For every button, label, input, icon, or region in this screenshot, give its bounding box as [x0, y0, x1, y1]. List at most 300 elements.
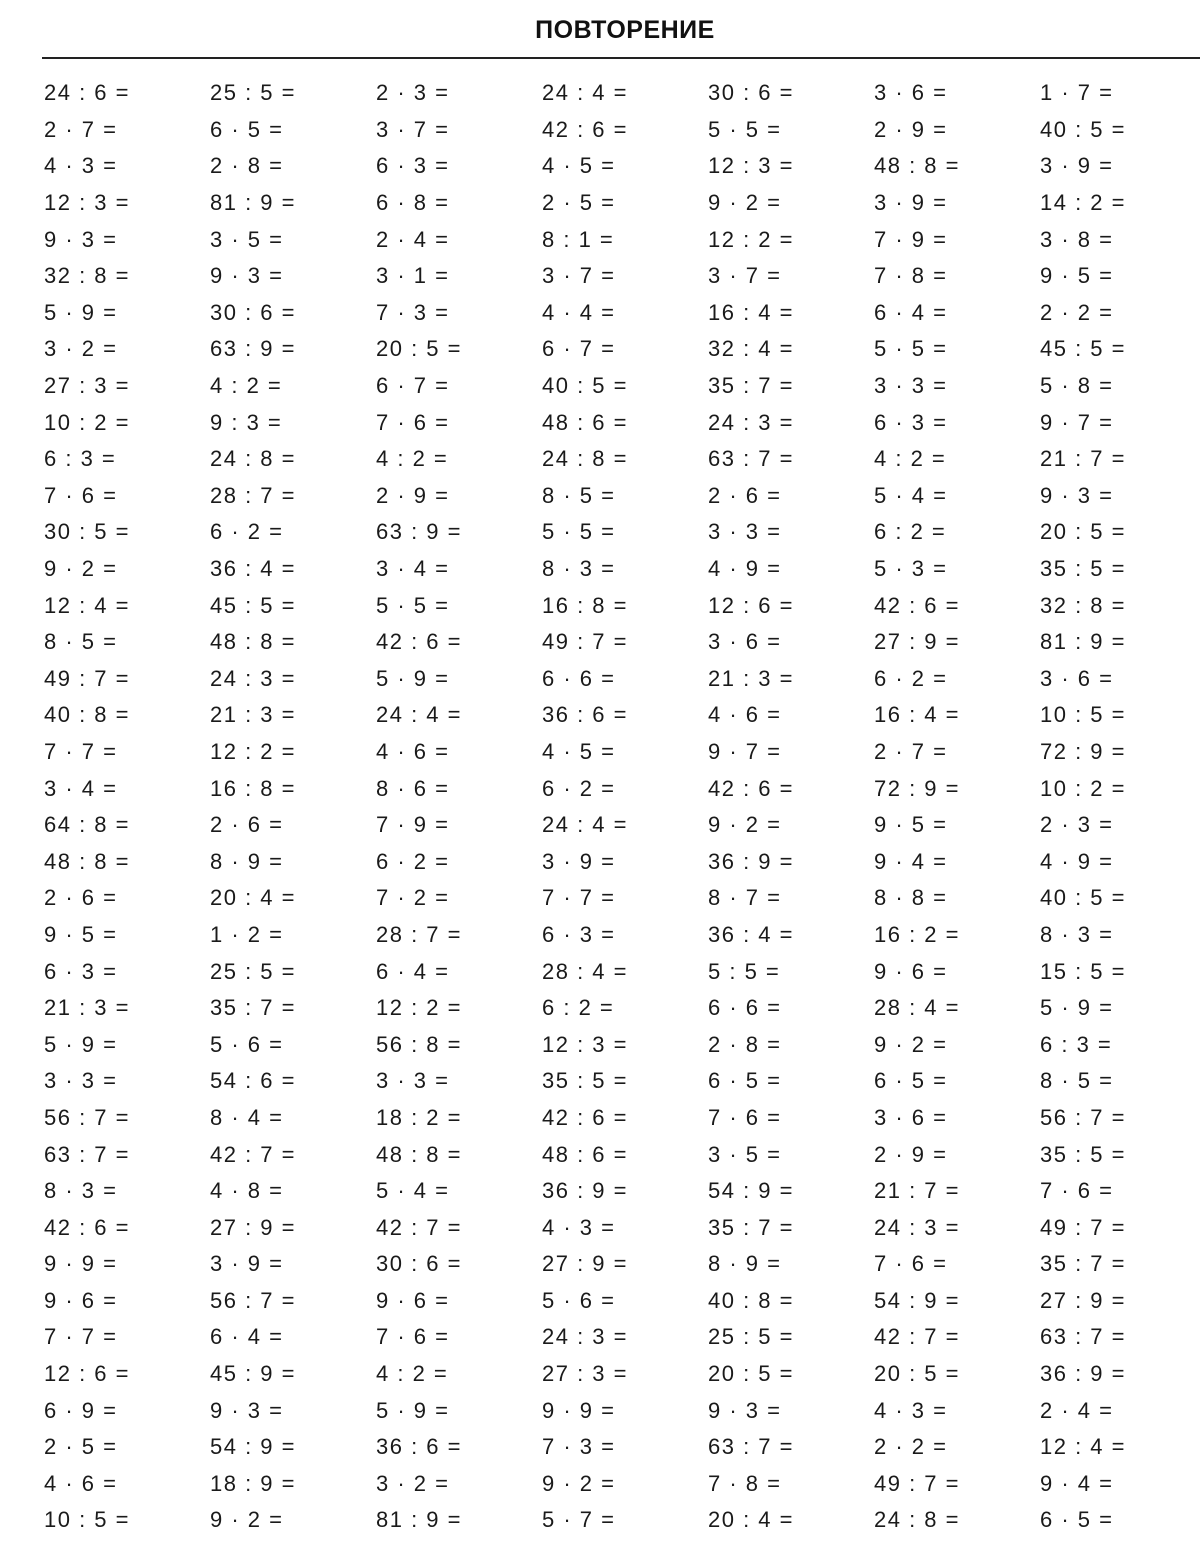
- exercise-item: 12 : 4 =: [1040, 1434, 1127, 1460]
- exercise-item: 20 : 5 =: [874, 1361, 961, 1387]
- exercise-item: 12 : 2 =: [376, 995, 463, 1021]
- exercise-item: 9 · 3 =: [210, 1397, 284, 1423]
- exercise-item: 63 : 9 =: [210, 336, 297, 362]
- exercise-item: 7 · 6 =: [376, 409, 450, 435]
- exercise-item: 30 : 6 =: [708, 80, 795, 106]
- exercise-item: 27 : 3 =: [542, 1361, 629, 1387]
- exercise-item: 35 : 7 =: [708, 373, 795, 399]
- exercise-item: 6 · 8 =: [376, 190, 450, 216]
- exercise-item: 35 : 5 =: [542, 1068, 629, 1094]
- exercise-item: 5 · 9 =: [1040, 995, 1114, 1021]
- exercise-item: 3 · 7 =: [376, 116, 450, 142]
- exercise-row: [44, 697, 1200, 734]
- exercise-item: 72 : 9 =: [874, 775, 961, 801]
- exercise-item: 24 : 3 =: [708, 409, 795, 435]
- exercise-item: 12 : 6 =: [44, 1361, 131, 1387]
- exercise-item: 48 : 8 =: [874, 153, 961, 179]
- exercise-item: 3 · 3 =: [708, 519, 782, 545]
- exercise-item: 9 · 3 =: [210, 263, 284, 289]
- exercise-item: 48 : 8 =: [210, 629, 297, 655]
- exercise-item: 81 : 9 =: [376, 1507, 463, 1533]
- exercise-item: 9 · 6 =: [874, 958, 948, 984]
- exercise-item: 40 : 8 =: [44, 702, 131, 728]
- exercise-item: 20 : 5 =: [1040, 519, 1127, 545]
- exercise-row: [44, 112, 1200, 149]
- exercise-item: 6 · 3 =: [376, 153, 450, 179]
- title-divider: [42, 57, 1200, 59]
- exercise-item: 5 : 5 =: [708, 958, 781, 984]
- exercise-item: 8 : 1 =: [542, 226, 615, 252]
- exercise-item: 5 · 5 =: [708, 116, 782, 142]
- exercise-item: 24 : 8 =: [542, 446, 629, 472]
- exercise-item: 9 · 2 =: [708, 190, 782, 216]
- exercise-item: 2 · 8 =: [210, 153, 284, 179]
- exercise-item: 20 : 5 =: [376, 336, 463, 362]
- exercise-item: 10 : 2 =: [44, 409, 131, 435]
- exercise-item: 5 · 7 =: [542, 1507, 616, 1533]
- exercise-item: 21 : 7 =: [1040, 446, 1127, 472]
- exercise-item: 4 · 5 =: [542, 153, 616, 179]
- exercise-item: 42 : 6 =: [376, 629, 463, 655]
- exercise-item: 6 : 3 =: [44, 446, 117, 472]
- exercise-item: 4 · 9 =: [708, 556, 782, 582]
- exercise-item: 35 : 7 =: [210, 995, 297, 1021]
- exercise-item: 5 · 9 =: [376, 665, 450, 691]
- exercise-item: 49 : 7 =: [542, 629, 629, 655]
- exercise-grid: [44, 75, 1200, 1539]
- exercise-item: 42 : 6 =: [874, 592, 961, 618]
- exercise-item: 2 · 6 =: [44, 885, 118, 911]
- exercise-item: 3 · 3 =: [376, 1068, 450, 1094]
- exercise-item: 3 · 6 =: [874, 1104, 948, 1130]
- exercise-row: [44, 1429, 1200, 1466]
- exercise-item: 7 · 8 =: [874, 263, 948, 289]
- exercise-item: 3 · 5 =: [708, 1141, 782, 1167]
- exercise-item: 8 · 3 =: [542, 556, 616, 582]
- exercise-item: 7 · 3 =: [542, 1434, 616, 1460]
- exercise-item: 8 · 8 =: [874, 885, 948, 911]
- exercise-row: [44, 1356, 1200, 1393]
- exercise-item: 28 : 7 =: [210, 482, 297, 508]
- exercise-item: 7 · 2 =: [376, 885, 450, 911]
- exercise-item: 56 : 7 =: [210, 1287, 297, 1313]
- exercise-item: 16 : 4 =: [708, 299, 795, 325]
- exercise-item: 5 · 6 =: [210, 1031, 284, 1057]
- exercise-item: 6 : 3 =: [1040, 1031, 1113, 1057]
- exercise-item: 6 · 2 =: [874, 665, 948, 691]
- exercise-item: 9 · 2 =: [210, 1507, 284, 1533]
- exercise-item: 3 · 3 =: [44, 1068, 118, 1094]
- exercise-item: 35 : 5 =: [1040, 556, 1127, 582]
- exercise-item: 54 : 6 =: [210, 1068, 297, 1094]
- exercise-item: 12 : 2 =: [210, 738, 297, 764]
- exercise-row: [44, 185, 1200, 222]
- exercise-item: 16 : 8 =: [542, 592, 629, 618]
- exercise-item: 63 : 7 =: [44, 1141, 131, 1167]
- exercise-item: 6 · 4 =: [210, 1324, 284, 1350]
- exercise-item: 2 · 3 =: [1040, 812, 1114, 838]
- exercise-row: [44, 843, 1200, 880]
- exercise-item: 24 : 8 =: [210, 446, 297, 472]
- exercise-item: 49 : 7 =: [1040, 1214, 1127, 1240]
- exercise-item: 7 · 6 =: [1040, 1178, 1114, 1204]
- exercise-item: 10 : 2 =: [1040, 775, 1127, 801]
- exercise-item: 4 · 5 =: [542, 738, 616, 764]
- exercise-item: 8 · 3 =: [44, 1178, 118, 1204]
- exercise-item: 9 : 3 =: [210, 409, 283, 435]
- exercise-row: [44, 1100, 1200, 1137]
- exercise-item: 63 : 9 =: [376, 519, 463, 545]
- exercise-row: [44, 404, 1200, 441]
- exercise-item: 12 : 3 =: [708, 153, 795, 179]
- exercise-item: 4 · 9 =: [1040, 848, 1114, 874]
- exercise-item: 27 : 3 =: [44, 373, 131, 399]
- exercise-row: [44, 1173, 1200, 1210]
- exercise-item: 25 : 5 =: [210, 958, 297, 984]
- exercise-item: 25 : 5 =: [210, 80, 297, 106]
- exercise-item: 8 · 9 =: [210, 848, 284, 874]
- exercise-item: 9 · 5 =: [874, 812, 948, 838]
- exercise-row: [44, 661, 1200, 698]
- exercise-item: 3 · 4 =: [376, 556, 450, 582]
- exercise-item: 5 · 5 =: [874, 336, 948, 362]
- exercise-item: 8 · 5 =: [44, 629, 118, 655]
- exercise-row: [44, 770, 1200, 807]
- exercise-item: 20 : 4 =: [210, 885, 297, 911]
- exercise-item: 36 : 9 =: [1040, 1361, 1127, 1387]
- exercise-item: 63 : 7 =: [1040, 1324, 1127, 1350]
- exercise-item: 63 : 7 =: [708, 446, 795, 472]
- exercise-item: 7 · 7 =: [44, 738, 118, 764]
- exercise-item: 2 · 4 =: [376, 226, 450, 252]
- exercise-item: 9 · 4 =: [874, 848, 948, 874]
- exercise-item: 56 : 8 =: [376, 1031, 463, 1057]
- exercise-item: 2 · 9 =: [874, 1141, 948, 1167]
- exercise-item: 36 : 6 =: [542, 702, 629, 728]
- exercise-item: 25 : 5 =: [708, 1324, 795, 1350]
- page-title: ПОВТОРЕНИЕ: [535, 16, 715, 44]
- exercise-item: 30 : 5 =: [44, 519, 131, 545]
- exercise-item: 4 · 3 =: [874, 1397, 948, 1423]
- exercise-item: 4 · 3 =: [542, 1214, 616, 1240]
- exercise-row: [44, 990, 1200, 1027]
- exercise-item: 9 · 3 =: [44, 226, 118, 252]
- exercise-item: 9 · 6 =: [376, 1287, 450, 1313]
- exercise-item: 3 · 6 =: [874, 80, 948, 106]
- exercise-item: 35 : 5 =: [1040, 1141, 1127, 1167]
- exercise-item: 27 : 9 =: [874, 629, 961, 655]
- exercise-item: 81 : 9 =: [1040, 629, 1127, 655]
- exercise-item: 4 · 8 =: [210, 1178, 284, 1204]
- exercise-item: 4 · 6 =: [376, 738, 450, 764]
- exercise-item: 6 · 7 =: [542, 336, 616, 362]
- exercise-item: 42 : 6 =: [542, 1104, 629, 1130]
- exercise-item: 24 : 8 =: [874, 1507, 961, 1533]
- exercise-row: [44, 1392, 1200, 1429]
- exercise-item: 6 · 5 =: [1040, 1507, 1114, 1533]
- exercise-item: 42 : 6 =: [542, 116, 629, 142]
- exercise-row: [44, 1026, 1200, 1063]
- exercise-item: 9 · 5 =: [1040, 263, 1114, 289]
- exercise-row: [44, 551, 1200, 588]
- exercise-item: 42 : 6 =: [708, 775, 795, 801]
- exercise-item: 5 · 9 =: [44, 1031, 118, 1057]
- exercise-item: 6 · 6 =: [708, 995, 782, 1021]
- exercise-item: 45 : 5 =: [1040, 336, 1127, 362]
- exercise-row: [44, 514, 1200, 551]
- exercise-item: 8 · 3 =: [1040, 921, 1114, 947]
- exercise-item: 9 · 2 =: [44, 556, 118, 582]
- exercise-item: 42 : 7 =: [874, 1324, 961, 1350]
- exercise-item: 48 : 6 =: [542, 1141, 629, 1167]
- exercise-item: 2 · 8 =: [708, 1031, 782, 1057]
- exercise-item: 9 · 2 =: [708, 812, 782, 838]
- exercise-row: [44, 331, 1200, 368]
- exercise-item: 6 · 5 =: [874, 1068, 948, 1094]
- exercise-item: 28 : 4 =: [542, 958, 629, 984]
- exercise-row: [44, 587, 1200, 624]
- exercise-item: 6 : 2 =: [542, 995, 615, 1021]
- exercise-item: 9 · 2 =: [542, 1470, 616, 1496]
- exercise-item: 40 : 5 =: [1040, 885, 1127, 911]
- exercise-item: 6 · 5 =: [210, 116, 284, 142]
- exercise-item: 5 · 9 =: [376, 1397, 450, 1423]
- exercise-row: [44, 1209, 1200, 1246]
- exercise-item: 24 : 4 =: [376, 702, 463, 728]
- exercise-item: 9 · 6 =: [44, 1287, 118, 1313]
- exercise-row: [44, 880, 1200, 917]
- exercise-row: [44, 221, 1200, 258]
- exercise-item: 2 · 4 =: [1040, 1397, 1114, 1423]
- exercise-item: 5 · 4 =: [376, 1178, 450, 1204]
- exercise-item: 3 · 9 =: [874, 190, 948, 216]
- exercise-item: 2 · 9 =: [376, 482, 450, 508]
- exercise-item: 9 · 4 =: [1040, 1470, 1114, 1496]
- exercise-item: 36 : 4 =: [210, 556, 297, 582]
- exercise-item: 24 : 3 =: [210, 665, 297, 691]
- exercise-item: 5 · 8 =: [1040, 373, 1114, 399]
- exercise-row: [44, 734, 1200, 771]
- exercise-item: 24 : 3 =: [874, 1214, 961, 1240]
- exercise-item: 8 · 5 =: [542, 482, 616, 508]
- exercise-item: 36 : 9 =: [708, 848, 795, 874]
- exercise-item: 6 · 2 =: [542, 775, 616, 801]
- exercise-item: 7 · 8 =: [708, 1470, 782, 1496]
- exercise-row: [44, 75, 1200, 112]
- exercise-item: 40 : 5 =: [542, 373, 629, 399]
- exercise-item: 9 · 3 =: [708, 1397, 782, 1423]
- exercise-item: 24 : 3 =: [542, 1324, 629, 1350]
- exercise-row: [44, 1319, 1200, 1356]
- exercise-item: 5 · 5 =: [542, 519, 616, 545]
- exercise-item: 6 · 7 =: [376, 373, 450, 399]
- exercise-item: 3 · 9 =: [210, 1251, 284, 1277]
- exercise-item: 30 : 6 =: [210, 299, 297, 325]
- exercise-item: 3 · 9 =: [1040, 153, 1114, 179]
- exercise-item: 6 · 4 =: [376, 958, 450, 984]
- exercise-item: 4 : 2 =: [874, 446, 947, 472]
- exercise-item: 8 · 9 =: [708, 1251, 782, 1277]
- exercise-item: 7 · 7 =: [542, 885, 616, 911]
- exercise-item: 3 · 8 =: [1040, 226, 1114, 252]
- exercise-item: 36 : 4 =: [708, 921, 795, 947]
- exercise-item: 27 : 9 =: [542, 1251, 629, 1277]
- exercise-item: 20 : 5 =: [708, 1361, 795, 1387]
- exercise-item: 2 · 2 =: [1040, 299, 1114, 325]
- exercise-item: 4 · 4 =: [542, 299, 616, 325]
- exercise-item: 12 : 3 =: [542, 1031, 629, 1057]
- exercise-item: 56 : 7 =: [1040, 1104, 1127, 1130]
- exercise-item: 12 : 2 =: [708, 226, 795, 252]
- exercise-item: 30 : 6 =: [376, 1251, 463, 1277]
- exercise-item: 3 · 7 =: [708, 263, 782, 289]
- exercise-item: 24 : 4 =: [542, 812, 629, 838]
- exercise-item: 7 · 6 =: [708, 1104, 782, 1130]
- exercise-item: 1 · 2 =: [210, 921, 284, 947]
- exercise-item: 4 · 6 =: [708, 702, 782, 728]
- exercise-item: 6 · 4 =: [874, 299, 948, 325]
- exercise-item: 9 · 7 =: [1040, 409, 1114, 435]
- exercise-item: 45 : 9 =: [210, 1361, 297, 1387]
- exercise-item: 9 · 9 =: [542, 1397, 616, 1423]
- exercise-item: 32 : 4 =: [708, 336, 795, 362]
- exercise-item: 6 · 3 =: [44, 958, 118, 984]
- exercise-item: 5 · 6 =: [542, 1287, 616, 1313]
- exercise-item: 7 · 6 =: [44, 482, 118, 508]
- exercise-item: 49 : 7 =: [874, 1470, 961, 1496]
- exercise-item: 2 · 5 =: [542, 190, 616, 216]
- exercise-item: 20 : 4 =: [708, 1507, 795, 1533]
- exercise-row: [44, 441, 1200, 478]
- exercise-item: 6 · 2 =: [376, 848, 450, 874]
- exercise-item: 45 : 5 =: [210, 592, 297, 618]
- exercise-item: 24 : 4 =: [542, 80, 629, 106]
- exercise-item: 32 : 8 =: [1040, 592, 1127, 618]
- exercise-item: 7 · 9 =: [376, 812, 450, 838]
- exercise-item: 8 · 7 =: [708, 885, 782, 911]
- exercise-row: [44, 1136, 1200, 1173]
- exercise-item: 9 · 9 =: [44, 1251, 118, 1277]
- exercise-item: 12 : 3 =: [44, 190, 131, 216]
- exercise-item: 8 · 4 =: [210, 1104, 284, 1130]
- exercise-item: 14 : 2 =: [1040, 190, 1127, 216]
- exercise-item: 3 · 6 =: [708, 629, 782, 655]
- exercise-row: [44, 624, 1200, 661]
- exercise-item: 7 · 6 =: [874, 1251, 948, 1277]
- exercise-row: [44, 917, 1200, 954]
- exercise-item: 81 : 9 =: [210, 190, 297, 216]
- exercise-item: 12 : 6 =: [708, 592, 795, 618]
- exercise-row: [44, 295, 1200, 332]
- exercise-item: 54 : 9 =: [708, 1178, 795, 1204]
- exercise-item: 8 · 6 =: [376, 775, 450, 801]
- exercise-item: 3 · 2 =: [376, 1470, 450, 1496]
- exercise-item: 2 · 7 =: [874, 738, 948, 764]
- exercise-item: 3 · 7 =: [542, 263, 616, 289]
- exercise-item: 21 : 3 =: [44, 995, 131, 1021]
- exercise-item: 3 · 1 =: [376, 263, 450, 289]
- exercise-row: [44, 478, 1200, 515]
- exercise-item: 6 · 3 =: [542, 921, 616, 947]
- exercise-item: 10 : 5 =: [44, 1507, 131, 1533]
- exercise-row: [44, 1283, 1200, 1320]
- exercise-item: 6 · 2 =: [210, 519, 284, 545]
- exercise-item: 8 · 5 =: [1040, 1068, 1114, 1094]
- exercise-item: 72 : 9 =: [1040, 738, 1127, 764]
- exercise-item: 3 · 5 =: [210, 226, 284, 252]
- exercise-item: 16 : 8 =: [210, 775, 297, 801]
- exercise-item: 2 · 5 =: [44, 1434, 118, 1460]
- exercise-item: 42 : 7 =: [210, 1141, 297, 1167]
- exercise-item: 2 · 9 =: [874, 116, 948, 142]
- exercise-item: 21 : 3 =: [210, 702, 297, 728]
- exercise-item: 16 : 4 =: [874, 702, 961, 728]
- exercise-row: [44, 1246, 1200, 1283]
- exercise-item: 2 · 6 =: [210, 812, 284, 838]
- exercise-item: 4 · 6 =: [44, 1470, 118, 1496]
- exercise-row: [44, 258, 1200, 295]
- exercise-item: 2 · 2 =: [874, 1434, 948, 1460]
- exercise-row: [44, 368, 1200, 405]
- exercise-item: 32 : 8 =: [44, 263, 131, 289]
- exercise-item: 5 · 9 =: [44, 299, 118, 325]
- exercise-item: 48 : 6 =: [542, 409, 629, 435]
- exercise-item: 5 · 4 =: [874, 482, 948, 508]
- exercise-row: [44, 1063, 1200, 1100]
- exercise-item: 27 : 9 =: [1040, 1287, 1127, 1313]
- exercise-item: 42 : 6 =: [44, 1214, 131, 1240]
- exercise-item: 64 : 8 =: [44, 812, 131, 838]
- exercise-item: 4 · 3 =: [44, 153, 118, 179]
- exercise-item: 40 : 5 =: [1040, 116, 1127, 142]
- exercise-item: 18 : 2 =: [376, 1104, 463, 1130]
- exercise-item: 7 · 6 =: [376, 1324, 450, 1350]
- exercise-row: [44, 1502, 1200, 1539]
- exercise-item: 24 : 6 =: [44, 80, 131, 106]
- exercise-row: [44, 953, 1200, 990]
- exercise-item: 27 : 9 =: [210, 1214, 297, 1240]
- exercise-item: 7 · 3 =: [376, 299, 450, 325]
- exercise-item: 6 : 2 =: [874, 519, 947, 545]
- exercise-item: 4 : 2 =: [376, 1361, 449, 1387]
- exercise-item: 6 · 3 =: [874, 409, 948, 435]
- exercise-item: 35 : 7 =: [708, 1214, 795, 1240]
- exercise-item: 1 · 7 =: [1040, 80, 1114, 106]
- exercise-item: 10 : 5 =: [1040, 702, 1127, 728]
- exercise-item: 3 · 4 =: [44, 775, 118, 801]
- exercise-item: 15 : 5 =: [1040, 958, 1127, 984]
- exercise-item: 4 : 2 =: [376, 446, 449, 472]
- exercise-item: 9 · 5 =: [44, 921, 118, 947]
- exercise-item: 7 · 7 =: [44, 1324, 118, 1350]
- exercise-item: 16 : 2 =: [874, 921, 961, 947]
- exercise-item: 9 · 2 =: [874, 1031, 948, 1057]
- exercise-item: 49 : 7 =: [44, 665, 131, 691]
- exercise-item: 48 : 8 =: [44, 848, 131, 874]
- exercise-item: 3 · 9 =: [542, 848, 616, 874]
- exercise-item: 36 : 9 =: [542, 1178, 629, 1204]
- exercise-item: 18 : 9 =: [210, 1470, 297, 1496]
- exercise-row: [44, 807, 1200, 844]
- exercise-item: 48 : 8 =: [376, 1141, 463, 1167]
- exercise-item: 2 · 6 =: [708, 482, 782, 508]
- exercise-item: 7 · 9 =: [874, 226, 948, 252]
- exercise-item: 28 : 4 =: [874, 995, 961, 1021]
- exercise-item: 2 · 7 =: [44, 116, 118, 142]
- exercise-item: 9 · 3 =: [1040, 482, 1114, 508]
- exercise-item: 28 : 7 =: [376, 921, 463, 947]
- exercise-item: 5 · 5 =: [376, 592, 450, 618]
